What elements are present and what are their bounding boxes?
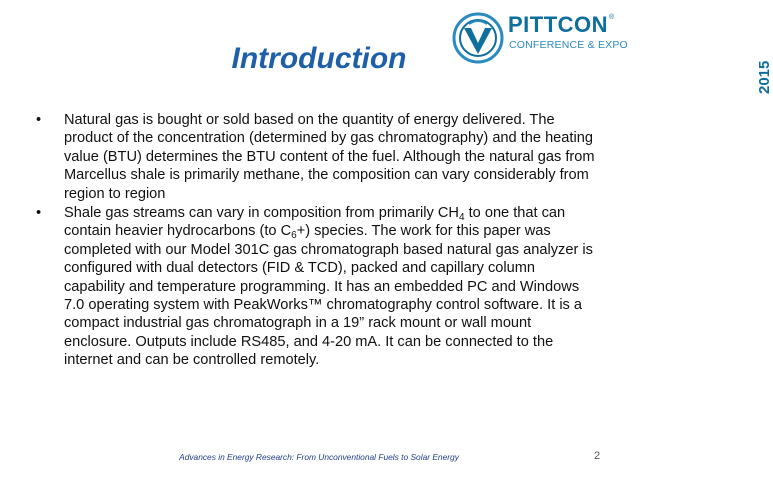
bullet-marker: •	[36, 205, 42, 222]
subscript-6: 6	[291, 230, 297, 242]
bullet-item-shale-gas	[36, 204, 596, 370]
logo-subtitle: CONFERENCE & EXPO	[509, 39, 628, 51]
logo-trademark: ®	[609, 14, 615, 21]
bullet-text-part2: to one that can contain heavier hydrocarbons (to C	[64, 205, 566, 240]
slide-title: Introduction	[231, 42, 407, 75]
page-number: 2	[594, 450, 601, 462]
bullet-text: Natural gas is bought or sold based on the quantity of energy delivered. The product of the concentration (determined by gas chromatography) and the heating value (BTU) determines the BTU content of the fuel. Although the natural gas from Marcellus shale is primarily methane, the composition can vary considerably from region to region	[64, 112, 595, 202]
logo-brand-text: PITTCON	[508, 12, 609, 37]
bullet-text-part3: +) species. The work for this paper was completed with our Model 301C gas chromatograph based natural gas analyzer is configured with dual detectors (FID & TCD), packed and capillary column capability and temperature programming. It has an embedded PC and Windows 7.0 operating system with PeakWorks™ chromatography control software. It is a compact industrial gas chromatograph in a 19” rack mount or wall mount enclosure. Outputs include RS485, and 4-20 mA. It can be connected to the internet and can be controlled remotely.	[64, 223, 593, 369]
bullet-text-part1: Shale gas streams can vary in composition from primarily CH	[64, 205, 459, 222]
bullet-marker: •	[36, 112, 42, 128]
logo-year: 2015	[756, 60, 773, 94]
bullet-item-natural-gas	[36, 111, 596, 203]
bullet-list	[36, 111, 596, 371]
footer-text: Advances in Energy Research: From Unconventional Fuels to Solar Energy	[179, 452, 459, 462]
subscript-4: 4	[458, 212, 465, 224]
